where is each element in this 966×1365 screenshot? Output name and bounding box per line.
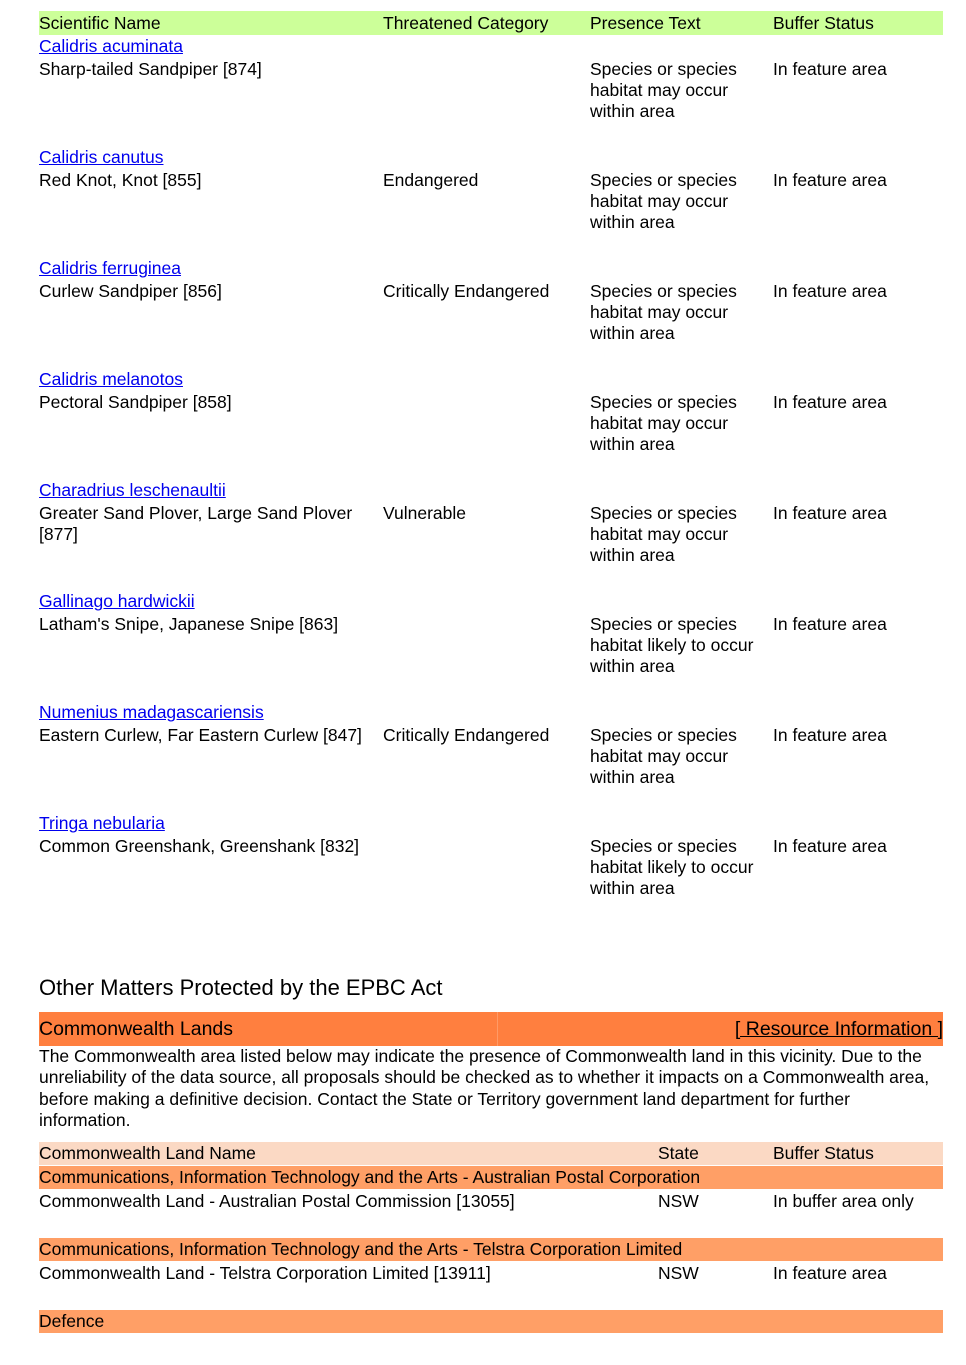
species-buffer: In feature area — [773, 503, 887, 523]
commonwealth-lands-heading: Commonwealth Lands — [39, 1018, 234, 1040]
species-table-header — [39, 11, 943, 35]
species-buffer: In feature area — [773, 59, 887, 79]
header-threatened-category: Threatened Category — [383, 13, 549, 33]
land-state: NSW — [658, 1191, 699, 1211]
species-row — [39, 590, 943, 701]
species-buffer: In feature area — [773, 392, 887, 412]
species-common-name: Greater Sand Plover, Large Sand Plover [877] — [39, 503, 353, 544]
header-land-name: Commonwealth Land Name — [39, 1143, 256, 1163]
land-group-heading — [39, 1166, 943, 1189]
species-presence: Species or species habitat may occur within area — [590, 281, 737, 343]
species-category: Vulnerable — [383, 503, 467, 523]
land-name: Commonwealth Land - Telstra Corporation Limited [13911] — [39, 1263, 491, 1283]
species-link[interactable]: Charadrius leschenaultii — [39, 480, 226, 500]
species-buffer: In feature area — [773, 170, 887, 190]
species-row — [39, 146, 943, 257]
species-link[interactable]: Calidris canutus — [39, 147, 164, 167]
group-name: Communications, Information Technology and the Arts - Australian Postal Corporation — [39, 1167, 701, 1187]
commonwealth-lands-description: The Commonwealth area listed below may indicate the presence of Commonwealth land in this vicinity. Due to the unreliability of the data source, all proposals should be checked as to whether it impacts on a Commonwealth area, before making a definitive decision. Contact the State or Territory government land department for further information. — [39, 1046, 930, 1130]
land-name: Commonwealth Land - Australian Postal Commission [13055] — [39, 1191, 515, 1211]
species-category: Endangered — [383, 170, 479, 190]
header-presence-text: Presence Text — [590, 13, 701, 33]
header-buffer-status: Buffer Status — [773, 13, 874, 33]
species-common-name: Curlew Sandpiper [856] — [39, 281, 222, 301]
land-table-header — [39, 1142, 943, 1165]
species-presence: Species or species habitat may occur within area — [590, 59, 737, 121]
species-common-name: Eastern Curlew, Far Eastern Curlew [847] — [39, 725, 362, 745]
species-buffer: In feature area — [773, 725, 887, 745]
land-buffer: In buffer area only — [773, 1191, 914, 1211]
species-presence: Species or species habitat may occur within area — [590, 725, 737, 787]
species-presence: Species or species habitat likely to occur within area — [590, 614, 754, 676]
land-group-heading — [39, 1310, 943, 1333]
land-state: NSW — [658, 1263, 699, 1283]
species-buffer: In feature area — [773, 836, 887, 856]
species-row — [39, 35, 943, 146]
species-link[interactable]: Calidris ferruginea — [39, 258, 182, 278]
land-row — [39, 1262, 943, 1285]
species-row — [39, 701, 943, 812]
land-buffer: In feature area — [773, 1263, 887, 1283]
species-common-name: Pectoral Sandpiper [858] — [39, 392, 232, 412]
species-link[interactable]: Numenius madagascariensis — [39, 702, 264, 722]
species-link[interactable]: Calidris acuminata — [39, 36, 183, 56]
bar-divider — [497, 1012, 498, 1046]
species-row — [39, 479, 943, 590]
species-link[interactable]: Calidris melanotos — [39, 369, 183, 389]
species-row — [39, 257, 943, 368]
land-group-heading — [39, 1238, 943, 1261]
commonwealth-lands-bar — [39, 1012, 943, 1046]
section-title: Other Matters Protected by the EPBC Act — [39, 975, 443, 1000]
header-state: State — [658, 1143, 699, 1163]
species-presence: Species or species habitat may occur within area — [590, 170, 737, 232]
group-name: Communications, Information Technology and the Arts - Telstra Corporation Limited — [39, 1239, 683, 1259]
land-row — [39, 1190, 943, 1213]
species-presence: Species or species habitat may occur within area — [590, 503, 737, 565]
species-common-name: Latham's Snipe, Japanese Snipe [863] — [39, 614, 339, 634]
group-name: Defence — [39, 1311, 105, 1331]
species-category: Critically Endangered — [383, 725, 550, 745]
species-row — [39, 812, 943, 923]
species-common-name: Common Greenshank, Greenshank [832] — [39, 836, 360, 856]
header-scientific-name: Scientific Name — [39, 13, 161, 33]
resource-information-link[interactable]: [ Resource Information ] — [734, 1018, 943, 1040]
header-land-buffer-status: Buffer Status — [773, 1143, 874, 1163]
species-row — [39, 368, 943, 479]
species-presence: Species or species habitat likely to occur within area — [590, 836, 754, 898]
species-common-name: Sharp-tailed Sandpiper [874] — [39, 59, 262, 79]
species-link[interactable]: Gallinago hardwickii — [39, 591, 195, 611]
species-link[interactable]: Tringa nebularia — [39, 813, 165, 833]
species-buffer: In feature area — [773, 281, 887, 301]
species-common-name: Red Knot, Knot [855] — [39, 170, 202, 190]
species-category: Critically Endangered — [383, 281, 550, 301]
species-presence: Species or species habitat may occur within area — [590, 392, 737, 454]
species-buffer: In feature area — [773, 614, 887, 634]
